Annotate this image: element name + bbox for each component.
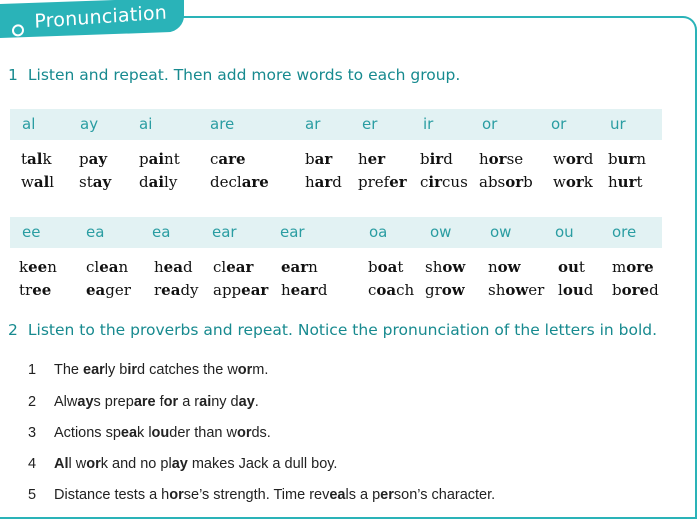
example-word: bird [420, 150, 453, 168]
example-word: eager [86, 281, 131, 299]
example-word: declare [210, 173, 269, 191]
example-word: circus [420, 173, 468, 191]
proverb-number: 5 [28, 487, 37, 503]
letter-group-header: ay [80, 115, 99, 133]
letter-group-header: er [362, 115, 378, 133]
example-word: word [553, 150, 594, 168]
proverb-item [28, 456, 337, 472]
letter-group-header: ear [280, 223, 305, 241]
proverb-number: 1 [28, 362, 37, 378]
example-word: hurt [608, 173, 643, 191]
letter-group-header: ir [423, 115, 434, 133]
exercise-1-text: Listen and repeat. Then add more words to each group. [27, 66, 461, 84]
letter-group-header: ow [430, 223, 452, 241]
example-word: ready [154, 281, 199, 299]
letter-group-header: are [210, 115, 235, 133]
example-word: bar [305, 150, 333, 168]
example-word: care [210, 150, 246, 168]
letter-group-header: or [551, 115, 567, 133]
example-word: now [488, 258, 521, 276]
example-word: wall [21, 173, 55, 191]
example-word: clean [86, 258, 129, 276]
example-word: show [425, 258, 466, 276]
exercise-2-text: Listen to the proverbs and repeat. Notice the pronunciation of the letters in bold. [27, 321, 658, 339]
letter-group-header: ear [212, 223, 237, 241]
proverb-item [28, 425, 271, 441]
proverb-text: Distance tests a horse’s strength. Time reveals a person’s character. [54, 487, 496, 503]
proverb-text: Actions speak louder than words. [54, 425, 271, 441]
example-word: shower [488, 281, 545, 299]
letter-group-header: ur [610, 115, 626, 133]
example-word: paint [139, 150, 180, 168]
example-word: loud [558, 281, 594, 299]
letter-group-header: ea [86, 223, 105, 241]
letter-group-header: ou [555, 223, 574, 241]
proverb-text: The early bird catches the worm. [54, 362, 269, 378]
exercise-2-number: 2 [8, 321, 18, 339]
example-word: absorb [479, 173, 533, 191]
proverb-number: 2 [28, 394, 37, 410]
letter-group-header: al [22, 115, 36, 133]
letter-group-header: ai [139, 115, 153, 133]
letter-group-header: ore [612, 223, 637, 241]
example-word: appear [213, 281, 269, 299]
example-word: talk [21, 150, 52, 168]
example-word: head [154, 258, 193, 276]
example-word: pay [79, 150, 108, 168]
letter-group-header: ee [22, 223, 41, 241]
example-word: horse [479, 150, 524, 168]
example-word: grow [425, 281, 465, 299]
example-word: more [612, 258, 654, 276]
example-word: coach [368, 281, 415, 299]
example-word: burn [608, 150, 647, 168]
example-word: keen [19, 258, 57, 276]
example-word: earn [281, 258, 318, 276]
proverb-item [28, 362, 268, 378]
example-word: heard [281, 281, 328, 299]
proverb-item [28, 394, 259, 410]
example-word: prefer [358, 173, 407, 191]
proverb-item [28, 487, 495, 503]
example-word: stay [79, 173, 112, 191]
example-word: out [558, 258, 585, 276]
example-word: bored [612, 281, 659, 299]
proverb-number: 4 [28, 456, 37, 472]
letter-group-header: oa [369, 223, 388, 241]
example-word: daily [139, 173, 178, 191]
example-word: hard [305, 173, 342, 191]
section-title-tab [0, 0, 184, 38]
example-word: tree [19, 281, 52, 299]
bullet-circle-icon [12, 24, 24, 36]
exercise-2-instruction [8, 321, 657, 339]
letter-group-header: ea [152, 223, 171, 241]
letter-group-header: or [482, 115, 498, 133]
letter-group-header: ow [490, 223, 512, 241]
letter-group-header: ar [305, 115, 321, 133]
exercise-1-instruction [8, 66, 460, 84]
proverb-text: Always prepare for a rainy day. [54, 394, 259, 410]
section-title: Pronunciation [34, 1, 168, 33]
example-word: boat [368, 258, 404, 276]
example-word: work [553, 173, 593, 191]
proverb-text: All work and no play makes Jack a dull boy. [54, 456, 338, 472]
example-word: her [358, 150, 386, 168]
exercise-1-number: 1 [8, 66, 18, 84]
example-word: clear [213, 258, 254, 276]
proverb-number: 3 [28, 425, 37, 441]
